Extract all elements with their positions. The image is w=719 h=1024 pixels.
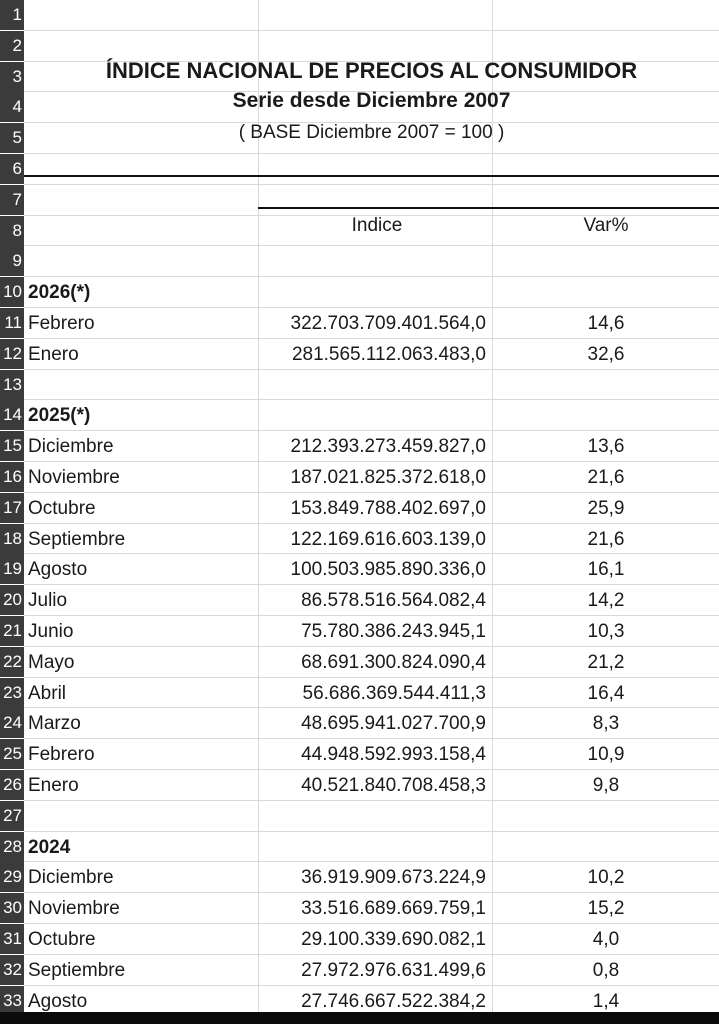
month-cell[interactable]: Septiembre	[28, 959, 126, 981]
row-header[interactable]: 23	[0, 678, 24, 708]
var-cell[interactable]	[494, 801, 718, 831]
row-header[interactable]: 32	[0, 955, 24, 985]
month-cell[interactable]: Febrero	[28, 744, 95, 766]
indice-cell[interactable]: 75.780.386.243.945,1	[301, 621, 486, 642]
row-header[interactable]: 4	[0, 92, 24, 122]
month-cell[interactable]: Agosto	[28, 990, 88, 1012]
row-header[interactable]: 26	[0, 770, 24, 800]
row-header[interactable]: 12	[0, 339, 24, 369]
row-header[interactable]: 11	[0, 308, 24, 338]
year-heading-cell[interactable]: 2025(*)	[28, 405, 91, 427]
month-cell[interactable]	[28, 801, 256, 831]
row-header[interactable]: 28	[0, 832, 24, 862]
column-gridline	[258, 0, 259, 1012]
indice-cell[interactable]: 27.746.667.522.384,2	[301, 990, 486, 1012]
var-cell[interactable]: 9,8	[592, 775, 620, 796]
indice-cell[interactable]: 40.521.840.708.458,3	[301, 775, 486, 796]
sheet-subtitle: Serie desde Diciembre 2007	[232, 89, 511, 112]
var-cell[interactable]: 10,2	[587, 867, 625, 889]
month-cell[interactable]: Noviembre	[28, 898, 120, 920]
month-cell[interactable]: Mayo	[28, 651, 75, 673]
indice-cell[interactable]	[260, 801, 486, 831]
var-cell[interactable]: 16,4	[587, 682, 625, 704]
row-header[interactable]: 27	[0, 801, 24, 831]
row-header[interactable]: 5	[0, 123, 24, 153]
month-cell[interactable]: Diciembre	[28, 867, 114, 889]
row-header[interactable]: 8	[0, 216, 24, 246]
month-cell[interactable]: Enero	[28, 343, 79, 365]
row-gridline	[24, 245, 719, 246]
var-cell[interactable]: 21,6	[587, 467, 625, 488]
row-header[interactable]: 30	[0, 893, 24, 923]
month-cell[interactable]: Junio	[28, 621, 74, 642]
var-cell[interactable]	[494, 277, 718, 307]
indice-cell[interactable]: 68.691.300.824.090,4	[301, 651, 486, 673]
row-gridline	[24, 184, 719, 185]
row-header[interactable]: 20	[0, 585, 24, 615]
row-header[interactable]: 14	[0, 400, 24, 430]
indice-cell[interactable]	[260, 370, 486, 400]
column-gridline	[492, 0, 493, 1012]
var-cell[interactable]: 4,0	[592, 929, 620, 950]
month-cell[interactable]: Febrero	[28, 313, 95, 334]
month-cell[interactable]: Agosto	[28, 559, 88, 581]
var-cell[interactable]: 16,1	[587, 559, 625, 581]
var-cell[interactable]: 10,9	[587, 744, 625, 766]
bottom-bar	[0, 1012, 719, 1024]
row-gridline	[24, 30, 719, 31]
month-cell[interactable]: Abril	[28, 682, 67, 704]
title-divider	[24, 175, 719, 177]
indice-cell[interactable]: 29.100.339.690.082,1	[301, 929, 486, 950]
year-heading-cell[interactable]: 2024	[28, 836, 71, 858]
row-header[interactable]: 6	[0, 154, 24, 184]
var-cell[interactable]: 8,3	[592, 713, 620, 735]
indice-cell[interactable]: 44.948.592.993.158,4	[301, 744, 486, 766]
indice-cell[interactable]: 33.516.689.669.759,1	[301, 898, 486, 920]
row-header[interactable]: 17	[0, 493, 24, 523]
row-header[interactable]: 29	[0, 862, 24, 892]
year-heading-cell[interactable]: 2026(*)	[28, 282, 91, 304]
row-header[interactable]: 22	[0, 647, 24, 677]
row-header[interactable]: 25	[0, 739, 24, 769]
row-gridline	[24, 153, 719, 154]
indice-cell[interactable]: 122.169.616.603.139,0	[290, 528, 486, 550]
indice-cell[interactable]: 322.703.709.401.564,0	[290, 313, 486, 334]
indice-cell[interactable]: 86.578.516.564.082,4	[301, 590, 486, 612]
row-header[interactable]: 7	[0, 185, 24, 215]
var-cell[interactable]	[494, 400, 718, 430]
month-cell[interactable]: Julio	[28, 590, 68, 612]
row-header[interactable]: 3	[0, 62, 24, 92]
month-cell[interactable]: Marzo	[28, 713, 81, 735]
indice-cell[interactable]: 100.503.985.890.336,0	[290, 559, 486, 581]
var-cell[interactable]: 1,4	[592, 990, 620, 1012]
row-header[interactable]: 31	[0, 924, 24, 954]
var-cell[interactable]: 14,6	[587, 313, 625, 334]
row-header[interactable]: 24	[0, 708, 24, 738]
var-cell[interactable]: 0,8	[592, 959, 620, 981]
indice-cell[interactable]	[260, 832, 486, 862]
indice-cell[interactable]: 56.686.369.544.411,3	[302, 682, 486, 704]
month-cell[interactable]: Noviembre	[28, 467, 120, 488]
row-header[interactable]: 18	[0, 524, 24, 554]
var-cell[interactable]	[494, 370, 718, 400]
row-header[interactable]: 21	[0, 616, 24, 646]
var-cell[interactable]: 10,3	[587, 621, 625, 642]
month-cell[interactable]: Septiembre	[28, 528, 126, 550]
indice-cell[interactable]: 27.972.976.631.499,6	[301, 959, 486, 981]
month-cell[interactable]: Enero	[28, 775, 79, 796]
row-header[interactable]: 10	[0, 277, 24, 307]
month-cell[interactable]	[28, 370, 256, 400]
row-header[interactable]: 1	[0, 0, 24, 30]
column-header-var[interactable]: Var%	[583, 215, 629, 236]
var-cell[interactable]: 14,2	[587, 590, 625, 612]
indice-cell[interactable]: 281.565.112.063.483,0	[291, 343, 486, 365]
row-header[interactable]: 16	[0, 462, 24, 492]
column-header-divider	[258, 207, 719, 209]
indice-cell[interactable]: 36.919.909.673.224,9	[301, 867, 486, 889]
indice-cell[interactable]: 212.393.273.459.827,0	[290, 436, 486, 458]
indice-cell[interactable]: 187.021.825.372.618,0	[290, 467, 486, 488]
indice-cell[interactable]	[260, 400, 486, 430]
indice-cell[interactable]: 153.849.788.402.697,0	[290, 497, 486, 519]
var-cell[interactable]: 21,6	[587, 528, 625, 550]
row-header[interactable]: 33	[0, 986, 24, 1016]
var-cell[interactable]: 25,9	[587, 497, 625, 519]
row-header[interactable]: 2	[0, 31, 24, 61]
row-header[interactable]: 19	[0, 554, 24, 584]
month-cell[interactable]: Diciembre	[28, 436, 114, 458]
var-cell[interactable]: 13,6	[587, 436, 625, 458]
sheet-base-note: ( BASE Diciembre 2007 = 100 )	[238, 122, 505, 143]
sheet-title: ÍNDICE NACIONAL DE PRECIOS AL CONSUMIDOR	[105, 58, 638, 83]
indice-cell[interactable]: 48.695.941.027.700,9	[301, 713, 486, 735]
month-cell[interactable]: Octubre	[28, 929, 96, 950]
row-header[interactable]: 13	[0, 370, 24, 400]
var-cell[interactable]: 21,2	[587, 651, 625, 673]
month-cell[interactable]: Octubre	[28, 497, 96, 519]
indice-cell[interactable]	[260, 277, 486, 307]
row-header[interactable]: 9	[0, 246, 24, 276]
row-header[interactable]: 15	[0, 431, 24, 461]
var-cell[interactable]: 15,2	[587, 898, 625, 920]
var-cell[interactable]	[494, 832, 718, 862]
var-cell[interactable]: 32,6	[587, 343, 625, 365]
column-header-indice[interactable]: Indice	[351, 215, 403, 236]
